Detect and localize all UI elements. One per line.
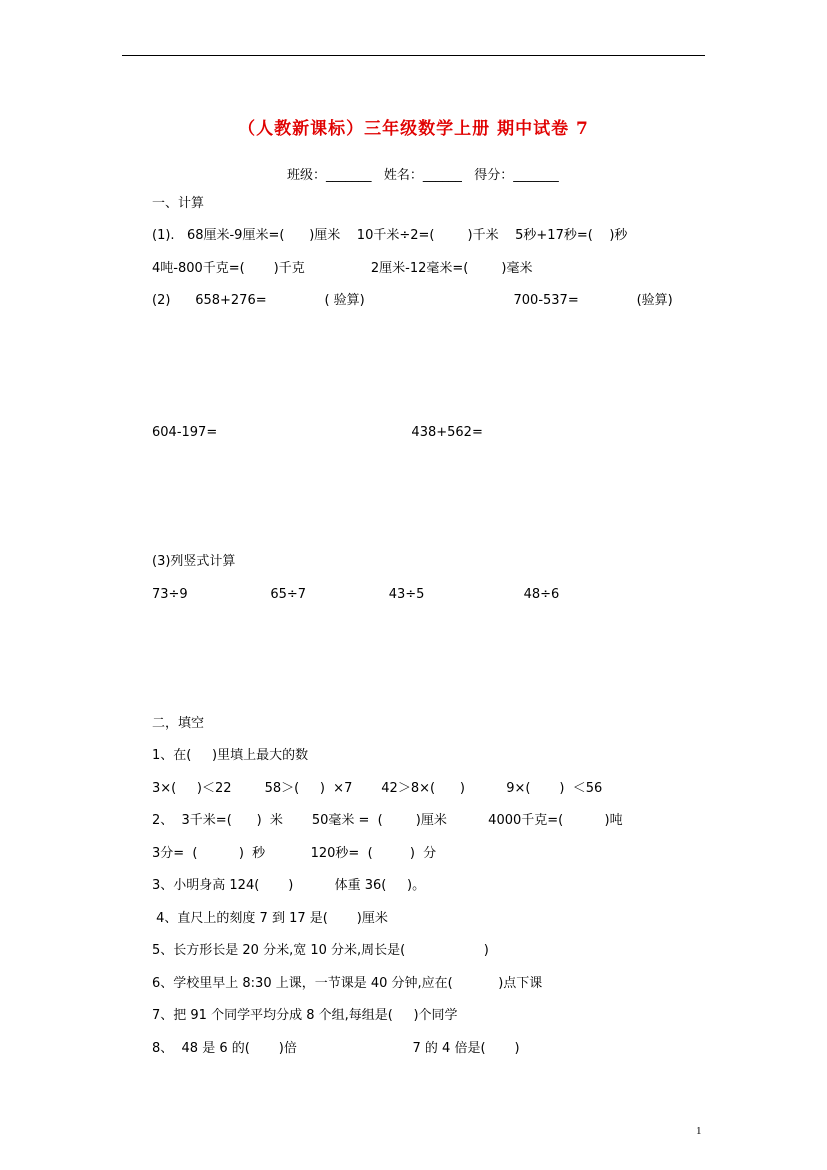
fill-item: 6、学校里早上 8:30 上课，一节课是 40 分钟,应在( )点下课	[152, 976, 543, 991]
question-1-line-1: (1). 68厘米-9厘米=( )厘米 10千米÷2=( )千米 5秒+17秒=( )秒	[152, 228, 628, 243]
student-info-line: 班级：_______ 姓名：______ 得分：_______	[287, 168, 559, 183]
question-3-heading: (3)列竖式计算	[152, 554, 236, 569]
fill-item: 4、直尺上的刻度 7 到 17 是( )厘米	[152, 911, 388, 926]
fill-item: 5、长方形长是 20 分米,宽 10 分米,周长是( )	[152, 943, 489, 958]
page-number: 1	[696, 1125, 702, 1137]
page-title: （人教新课标）三年级数学上册 期中试卷 7	[238, 119, 589, 139]
question-3-line: 73÷9 65÷7 43÷5 48÷6	[152, 587, 560, 602]
fill-item: 2、 3千米=( ) 米 50毫米 = ( )厘米 4000千克=( )吨	[152, 813, 623, 828]
fill-item: 7、把 91 个同学平均分成 8 个组,每组是( )个同学	[152, 1008, 458, 1023]
fill-item: 3分= ( ) 秒 120秒= ( ) 分	[152, 846, 437, 861]
section-heading-fill: 二，填空	[152, 716, 205, 731]
fill-item: 1、在( )里填上最大的数	[152, 748, 309, 763]
header-rule	[122, 55, 705, 56]
fill-item: 3、小明身高 124( ) 体重 36( )。	[152, 878, 426, 893]
question-2-line-1: (2) 658+276= ( 验算) 700-537= (验算)	[152, 293, 673, 308]
fill-item: 3×( )＜22 58＞( ) ×7 42＞8×( ) 9×( ) ＜56	[152, 781, 603, 796]
section-heading-calc: 一、计算	[152, 196, 205, 211]
question-2-line-2: 604-197= 438+562=	[152, 425, 483, 440]
fill-item: 8、 48 是 6 的( )倍 7 的 4 倍是( )	[152, 1041, 520, 1056]
question-1-line-2: 4吨-800千克=( )千克 2厘米-12毫米=( )毫米	[152, 261, 533, 276]
